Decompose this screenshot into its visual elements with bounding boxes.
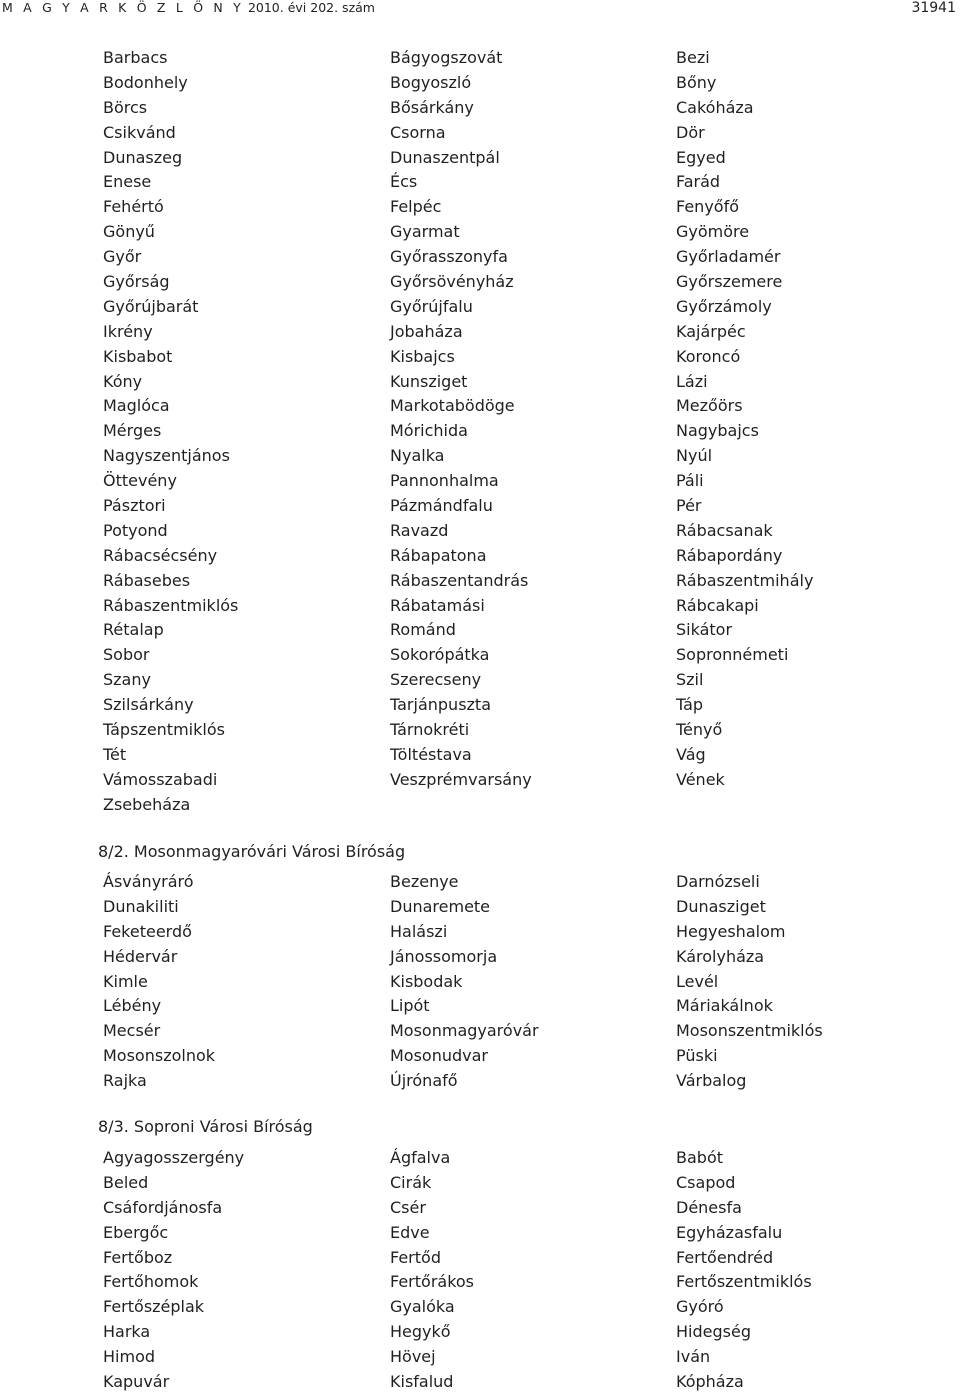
page-number: 31941 bbox=[911, 0, 956, 16]
settlement-name: Markotabödöge bbox=[390, 396, 515, 416]
settlement-name: Jobaháza bbox=[390, 321, 463, 341]
settlement-name: Gyóró bbox=[676, 1297, 724, 1317]
section2-column-3 bbox=[676, 870, 823, 1094]
settlement-name: Bőny bbox=[676, 72, 717, 92]
settlement-name: Várbalog bbox=[676, 1071, 747, 1091]
settlement-name: Fertőszéplak bbox=[103, 1297, 205, 1317]
settlement-name: Győrújbarát bbox=[103, 296, 199, 316]
settlement-name: Rábacsécsény bbox=[103, 545, 218, 565]
settlement-name: Rábapordány bbox=[676, 545, 783, 565]
settlement-name: Potyond bbox=[103, 520, 168, 540]
section1-column-2 bbox=[390, 46, 532, 793]
settlement-name: Pásztori bbox=[103, 496, 166, 516]
settlement-name: Cakóháza bbox=[676, 97, 754, 117]
settlement-name: Rábaszentmiklós bbox=[103, 595, 239, 615]
publication-name: M A G Y A R K Ö Z L Ö N Y bbox=[2, 0, 244, 15]
settlement-name: Mosonmagyaróvár bbox=[390, 1021, 539, 1041]
settlement-name: Mosonszentmiklós bbox=[676, 1021, 823, 1041]
settlement-name: Tárnokréti bbox=[390, 720, 470, 740]
settlement-name: Csáfordjánosfa bbox=[103, 1197, 223, 1217]
settlement-name: Rábatamási bbox=[390, 595, 485, 615]
settlement-name: Kajárpéc bbox=[676, 321, 746, 341]
settlement-name: Börcs bbox=[103, 97, 148, 117]
settlement-name: Fertőrákos bbox=[390, 1272, 475, 1292]
settlement-name: Győrszemere bbox=[676, 272, 783, 292]
settlement-name: Románd bbox=[390, 620, 456, 640]
settlement-name: Újrónafő bbox=[390, 1071, 458, 1091]
settlement-name: Écs bbox=[390, 172, 418, 192]
settlement-name: Pázmándfalu bbox=[390, 496, 493, 516]
settlement-name: Ikrény bbox=[103, 321, 153, 341]
settlement-name: Kapuvár bbox=[103, 1372, 170, 1392]
settlement-name: Zsebeháza bbox=[103, 794, 191, 814]
settlement-name: Dunaszeg bbox=[103, 147, 183, 167]
settlement-name: Bezi bbox=[676, 48, 710, 67]
settlement-name: Károlyháza bbox=[676, 946, 765, 966]
settlement-name: Mórichida bbox=[390, 421, 468, 441]
settlement-name: Győr bbox=[103, 247, 142, 267]
settlement-name: Edve bbox=[390, 1222, 430, 1242]
settlement-name: Táp bbox=[676, 695, 704, 715]
settlement-name: Gyömöre bbox=[676, 222, 750, 242]
settlement-name: Rábaszentandrás bbox=[390, 570, 529, 590]
settlement-name: Csér bbox=[390, 1197, 426, 1217]
settlement-name: Koroncó bbox=[676, 346, 741, 366]
settlement-name: Gyarmat bbox=[390, 222, 460, 242]
section1-column-1 bbox=[103, 46, 238, 818]
settlement-name: Kimle bbox=[103, 971, 148, 991]
settlement-name: Dunasziget bbox=[676, 896, 766, 916]
settlement-name: Beled bbox=[103, 1172, 149, 1192]
settlement-name: Nyalka bbox=[390, 446, 445, 466]
settlement-name: Fehértó bbox=[103, 197, 164, 217]
section2-title: 8/2. Mosonmagyaróvári Városi Bíróság bbox=[98, 842, 406, 861]
settlement-name: Kópháza bbox=[676, 1372, 744, 1392]
settlement-name: Jánossomorja bbox=[390, 946, 498, 966]
settlement-name: Babót bbox=[676, 1148, 723, 1167]
settlement-name: Sobor bbox=[103, 645, 150, 665]
settlement-name: Csorna bbox=[390, 122, 446, 142]
settlement-name: Bágyogszovát bbox=[390, 48, 503, 67]
settlement-name: Rajka bbox=[103, 1071, 147, 1091]
settlement-name: Kisbajcs bbox=[390, 346, 455, 366]
settlement-name: Püski bbox=[676, 1046, 718, 1066]
settlement-name: Sikátor bbox=[676, 620, 733, 640]
settlement-name: Kisbodak bbox=[390, 971, 463, 991]
settlement-name: Csapod bbox=[676, 1172, 736, 1192]
settlement-name: Fertőendréd bbox=[676, 1247, 774, 1267]
settlement-name: Felpéc bbox=[390, 197, 442, 217]
settlement-name: Veszprémvarsány bbox=[390, 769, 532, 789]
settlement-name: Hegyeshalom bbox=[676, 921, 786, 941]
settlement-name: Kisbabot bbox=[103, 346, 173, 366]
settlement-name: Fertőszentmiklós bbox=[676, 1272, 812, 1292]
settlement-name: Egyházasfalu bbox=[676, 1222, 783, 1242]
settlement-name: Tarjánpuszta bbox=[390, 695, 492, 715]
settlement-name: Győrasszonyfa bbox=[390, 247, 508, 267]
section3-column-2 bbox=[390, 1146, 474, 1395]
issue-label: 2010. évi 202. szám bbox=[247, 0, 375, 15]
settlement-name: Feketeerdő bbox=[103, 921, 192, 941]
settlement-name: Győrság bbox=[103, 272, 170, 292]
settlement-name: Ásványráró bbox=[103, 872, 194, 891]
settlement-name: Győrsövényház bbox=[390, 272, 514, 292]
page-header bbox=[0, 0, 960, 18]
settlement-name: Kunsziget bbox=[390, 371, 468, 391]
settlement-name: Csikvánd bbox=[103, 122, 176, 142]
settlement-name: Lipót bbox=[390, 996, 430, 1016]
settlement-name: Öttevény bbox=[103, 471, 177, 491]
settlement-name: Nagybajcs bbox=[676, 421, 759, 441]
settlement-name: Rábasebes bbox=[103, 570, 191, 590]
settlement-name: Győrújfalu bbox=[390, 296, 473, 316]
settlement-name: Maglóca bbox=[103, 396, 170, 416]
settlement-name: Tápszentmiklós bbox=[103, 720, 225, 740]
settlement-name: Mezőörs bbox=[676, 396, 743, 416]
settlement-name: Gyalóka bbox=[390, 1297, 455, 1317]
settlement-name: Himod bbox=[103, 1347, 156, 1367]
settlement-name: Fertőhomok bbox=[103, 1272, 199, 1292]
settlement-name: Rábacsanak bbox=[676, 520, 773, 540]
section2-column-1 bbox=[103, 870, 215, 1094]
settlement-name: Rétalap bbox=[103, 620, 164, 640]
settlement-name: Pér bbox=[676, 496, 702, 516]
settlement-name: Barbacs bbox=[103, 48, 168, 67]
settlement-name: Mosonudvar bbox=[390, 1046, 489, 1066]
settlement-name: Gönyű bbox=[103, 222, 155, 242]
settlement-name: Ravazd bbox=[390, 520, 449, 540]
settlement-name: Enese bbox=[103, 172, 152, 192]
settlement-name: Bodonhely bbox=[103, 72, 188, 92]
settlement-name: Győrladamér bbox=[676, 247, 781, 267]
settlement-name: Kisfalud bbox=[390, 1372, 454, 1392]
settlement-name: Pannonhalma bbox=[390, 471, 499, 491]
settlement-name: Mérges bbox=[103, 421, 162, 441]
settlement-name: Sopronnémeti bbox=[676, 645, 789, 665]
section3-title: 8/3. Soproni Városi Bíróság bbox=[98, 1117, 313, 1136]
settlement-name: Darnózseli bbox=[676, 872, 760, 891]
settlement-name: Szil bbox=[676, 670, 704, 690]
section2-column-2 bbox=[390, 870, 539, 1094]
settlement-name: Töltéstava bbox=[390, 744, 472, 764]
settlement-name: Szerecseny bbox=[390, 670, 482, 690]
settlement-name: Dunaszentpál bbox=[390, 147, 500, 167]
settlement-name: Fertőd bbox=[390, 1247, 441, 1267]
settlement-name: Ebergőc bbox=[103, 1222, 169, 1242]
settlement-name: Máriakálnok bbox=[676, 996, 773, 1016]
settlement-name: Rábcakapi bbox=[676, 595, 759, 615]
settlement-name: Halászi bbox=[390, 921, 448, 941]
settlement-name: Harka bbox=[103, 1322, 151, 1342]
settlement-name: Nyúl bbox=[676, 446, 713, 466]
settlement-name: Lébény bbox=[103, 996, 162, 1016]
settlement-name: Rábaszentmihály bbox=[676, 570, 814, 590]
settlement-name: Fertőboz bbox=[103, 1247, 173, 1267]
settlement-name: Bogyoszló bbox=[390, 72, 472, 92]
settlement-name: Hédervár bbox=[103, 946, 178, 966]
settlement-name: Dénesfa bbox=[676, 1197, 742, 1217]
section1-column-3 bbox=[676, 46, 813, 793]
settlement-name: Dunaremete bbox=[390, 896, 491, 916]
settlement-name: Tét bbox=[103, 744, 127, 764]
settlement-name: Győrzámoly bbox=[676, 296, 772, 316]
settlement-name: Cirák bbox=[390, 1172, 432, 1192]
settlement-name: Mosonszolnok bbox=[103, 1046, 216, 1066]
settlement-name: Fenyőfő bbox=[676, 197, 739, 217]
settlement-name: Hövej bbox=[390, 1347, 436, 1367]
settlement-name: Dör bbox=[676, 122, 705, 142]
settlement-name: Lázi bbox=[676, 371, 708, 391]
settlement-name: Vág bbox=[676, 744, 706, 764]
settlement-name: Mecsér bbox=[103, 1021, 161, 1041]
settlement-name: Sokorópátka bbox=[390, 645, 490, 665]
settlement-name: Levél bbox=[676, 971, 719, 991]
settlement-name: Bezenye bbox=[390, 872, 459, 891]
settlement-name: Farád bbox=[676, 172, 721, 192]
settlement-name: Nagyszentjános bbox=[103, 446, 230, 466]
settlement-name: Páli bbox=[676, 471, 704, 491]
settlement-name: Agyagosszergény bbox=[103, 1148, 245, 1167]
settlement-name: Vének bbox=[676, 769, 725, 789]
settlement-name: Ágfalva bbox=[390, 1148, 451, 1167]
settlement-name: Vámosszabadi bbox=[103, 769, 218, 789]
settlement-name: Hidegség bbox=[676, 1322, 751, 1342]
settlement-name: Egyed bbox=[676, 147, 726, 167]
settlement-name: Iván bbox=[676, 1347, 711, 1367]
settlement-name: Dunakiliti bbox=[103, 896, 179, 916]
section3-column-1 bbox=[103, 1146, 244, 1395]
running-head bbox=[2, 0, 375, 16]
section3-column-3 bbox=[676, 1146, 812, 1395]
settlement-name: Szany bbox=[103, 670, 151, 690]
settlement-name: Szilsárkány bbox=[103, 695, 194, 715]
settlement-name: Tényő bbox=[676, 720, 723, 740]
settlement-name: Hegykő bbox=[390, 1322, 451, 1342]
settlement-name: Bősárkány bbox=[390, 97, 474, 117]
settlement-name: Rábapatona bbox=[390, 545, 487, 565]
settlement-name: Kóny bbox=[103, 371, 143, 391]
